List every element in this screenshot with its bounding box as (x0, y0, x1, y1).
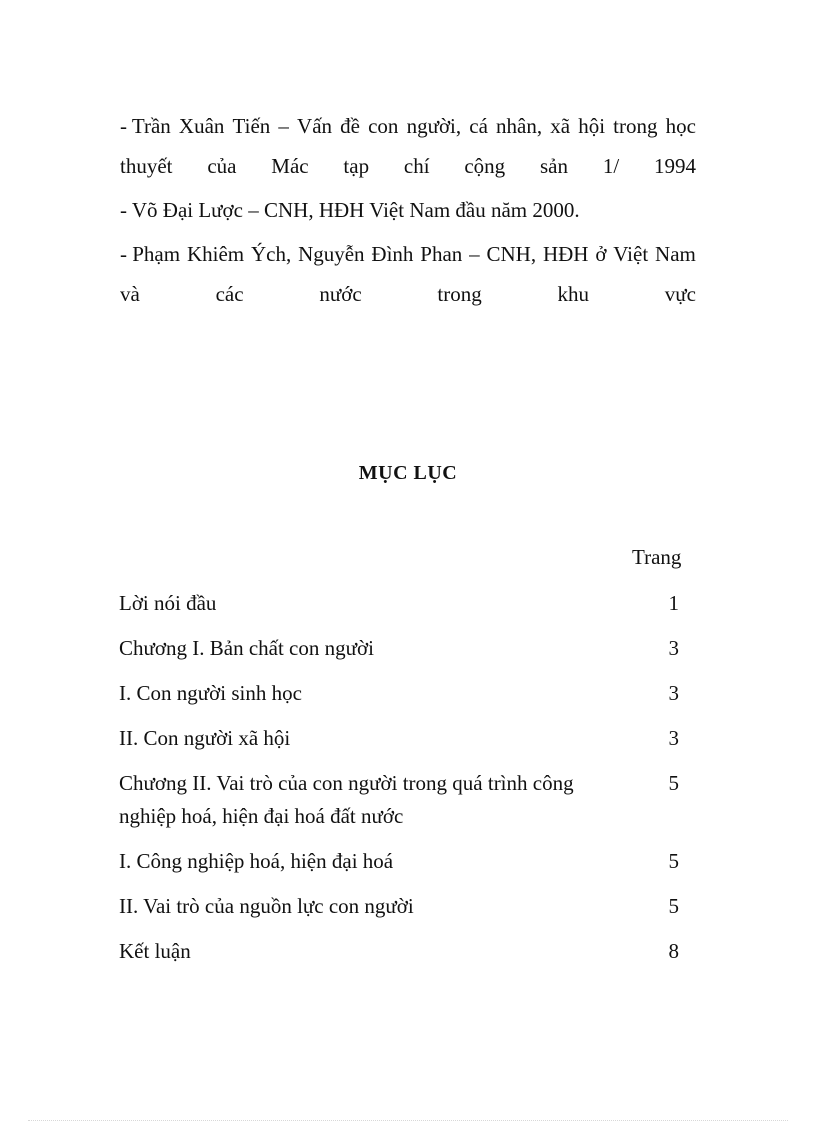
reference-word: ở (595, 242, 607, 266)
reference-word: của (207, 154, 237, 178)
toc-entry (119, 632, 679, 665)
toc-entry (119, 722, 679, 755)
reference-word: Tiến (232, 114, 271, 138)
reference-word: Nguyễn (298, 242, 365, 266)
reference-line (120, 274, 696, 314)
reference-word: thuyết (120, 154, 173, 178)
reference-word: con (368, 114, 399, 138)
reference-word: tạp (343, 154, 370, 178)
reference-word: nhân, (496, 114, 543, 138)
reference-word: Xuân (178, 114, 225, 138)
reference-word: xã (550, 114, 571, 138)
reference-word: khu (557, 282, 589, 306)
reference-word: hội (578, 114, 606, 138)
reference-word: cá (469, 114, 488, 138)
reference-line (120, 190, 696, 230)
toc-entry (119, 587, 679, 620)
reference-word: trong (437, 282, 482, 306)
toc-entry-page: 5 (668, 771, 679, 795)
toc-entry (119, 767, 679, 833)
toc-entry (119, 890, 679, 923)
reference-word: CNH, (486, 242, 537, 266)
reference-word: chí (403, 154, 430, 178)
reference-word: vực (664, 282, 696, 306)
references-section (120, 106, 696, 314)
toc-entry-page: 3 (668, 726, 679, 750)
reference-word: HĐH (542, 242, 589, 266)
reference-word: Nam (655, 242, 696, 266)
reference-line (120, 106, 696, 146)
reference-word: đề (340, 114, 360, 138)
reference-word: Mác (271, 154, 309, 178)
toc-title: MỤC LỤC (358, 462, 458, 484)
toc-entry (119, 677, 679, 710)
toc-entry-label: II. Con người xã hội (119, 726, 291, 750)
reference-word: Ých, (250, 242, 292, 266)
toc-entry (119, 935, 679, 968)
toc-entry-label: Kết luận (119, 939, 191, 963)
reference-word: và (120, 282, 140, 306)
reference-word: người, (406, 114, 462, 138)
toc-entry-label: I. Con người sinh học (119, 681, 302, 705)
toc-entry-page: 5 (668, 849, 679, 873)
reference-word: sản (540, 154, 568, 178)
reference-word: 1994 (653, 154, 696, 178)
reference-word: – (469, 242, 480, 266)
reference-word: - Trần (120, 114, 171, 138)
reference-word: - Phạm (120, 242, 181, 266)
reference-word: Vấn (297, 114, 333, 138)
reference-word: trong (613, 114, 658, 138)
reference-word: – (278, 114, 289, 138)
toc-entry-page: 1 (668, 591, 679, 615)
reference-word: 1/ (602, 154, 620, 178)
toc-entry-label: Chương II. Vai trò của con người trong quá trình công nghiệp hoá, hiện đại hoá đất nước (119, 771, 574, 828)
toc-entry-page: 3 (668, 681, 679, 705)
page-divider (28, 1120, 788, 1121)
reference-line (120, 146, 696, 186)
toc-entry-label: Chương I. Bản chất con người (119, 636, 374, 660)
reference-word: cộng (464, 154, 506, 178)
reference-word: - Võ Đại Lược – CNH, HĐH Việt Nam đầu năm 2000. (120, 198, 580, 222)
toc-entry-label: Lời nói đầu (119, 591, 217, 615)
toc-entry-page: 3 (668, 636, 679, 660)
toc-entry-label: I. Công nghiệp hoá, hiện đại hoá (119, 849, 394, 873)
reference-word: Đình (371, 242, 414, 266)
toc-page-column-header: Trang (632, 545, 682, 569)
reference-word: Phan (420, 242, 463, 266)
toc-entry-page: 8 (668, 939, 679, 963)
reference-word: Việt (613, 242, 649, 266)
table-of-contents (119, 587, 679, 980)
reference-line (120, 234, 696, 274)
reference-word: nước (319, 282, 362, 306)
toc-entry-page: 5 (668, 894, 679, 918)
toc-entry-label: II. Vai trò của nguồn lực con người (119, 894, 414, 918)
reference-word: các (215, 282, 244, 306)
toc-entry (119, 845, 679, 878)
reference-word: học (665, 114, 696, 138)
reference-word: Khiêm (186, 242, 245, 266)
